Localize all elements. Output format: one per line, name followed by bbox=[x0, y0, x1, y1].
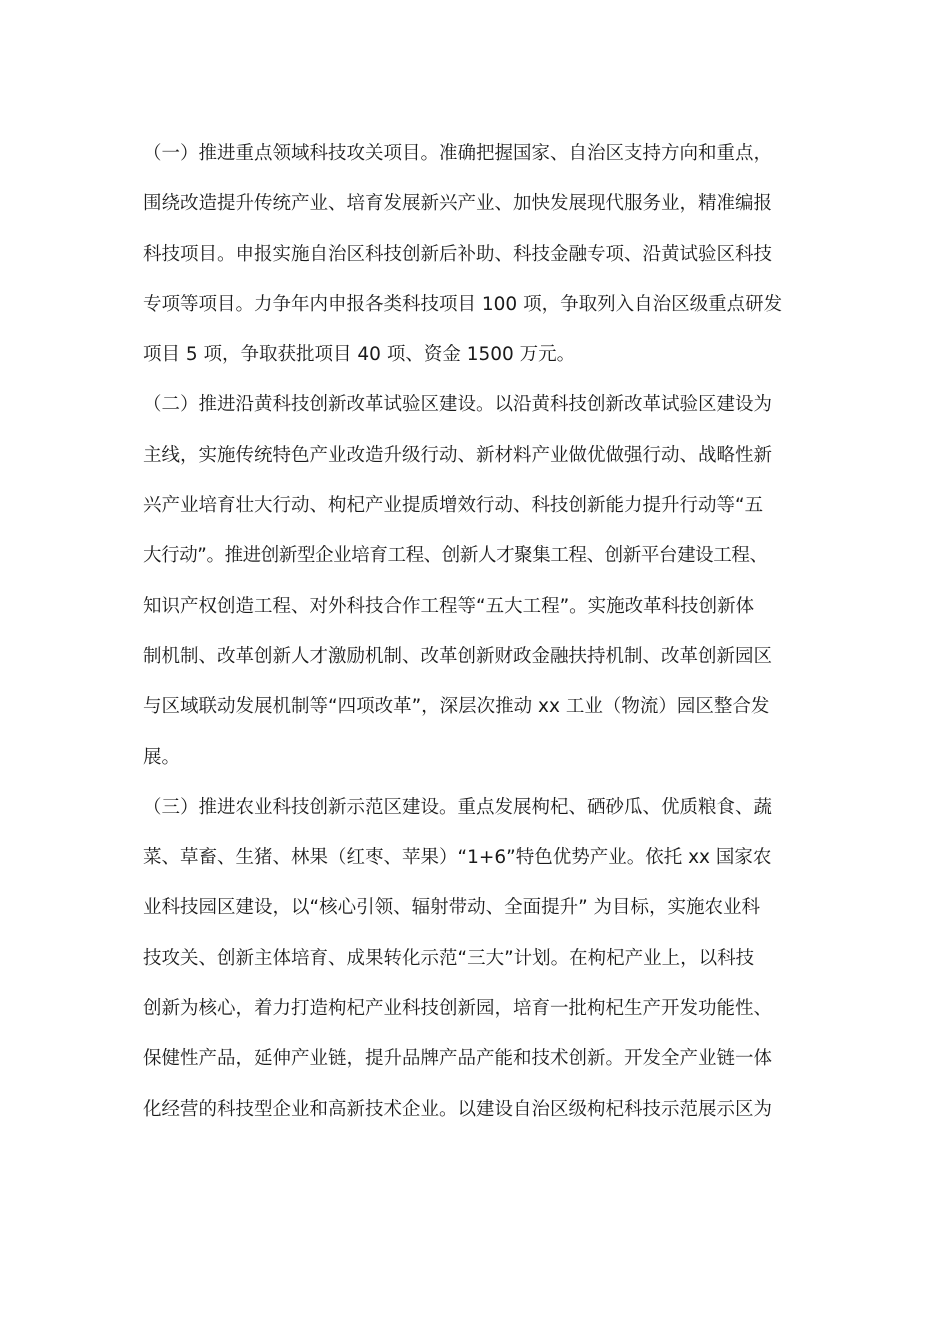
text-line: （二）推进沿黄科技创新改革试验区建设。以沿黄科技创新改革试验区建设为 bbox=[143, 394, 773, 416]
text-line: 项目 5 项，争取获批项目 40 项、资金 1500 万元。 bbox=[143, 344, 576, 366]
text-line: 保健性产品，延伸产业链，提升品牌产品产能和技术创新。开发全产业链一体 bbox=[143, 1048, 773, 1070]
text-line: 化经营的科技型企业和高新技术企业。以建设自治区级枸杞科技示范展示区为 bbox=[143, 1098, 773, 1120]
text-line: 技攻关、创新主体培育、成果转化示范“三大”计划。在枸杞产业上，以科技 bbox=[143, 947, 755, 969]
text-line: 大行动”。推进创新型企业培育工程、创新人才聚集工程、创新平台建设工程、 bbox=[143, 545, 768, 567]
text-line: 制机制、改革创新人才激励机制、改革创新财政金融扶持机制、改革创新园区 bbox=[143, 645, 773, 667]
text-line: 菜、草畜、生猪、林果（红枣、苹果）“1+6”特色优势产业。依托 xx 国家农 bbox=[143, 847, 772, 869]
text-line: 主线，实施传统特色产业改造升级行动、新材料产业做优做强行动、战略性新 bbox=[143, 444, 773, 466]
text-line: 业科技园区建设，以“核心引领、辐射带动、全面提升” 为目标，实施农业科 bbox=[143, 897, 761, 919]
text-line: 与区域联动发展机制等“四项改革”，深层次推动 xx 工业（物流）园区整合发 bbox=[143, 696, 770, 718]
document-body bbox=[143, 129, 807, 1135]
text-line: 展。 bbox=[143, 746, 181, 768]
text-line: 专项等项目。力争年内申报各类科技项目 100 项，争取列入自治区级重点研发 bbox=[143, 293, 783, 315]
text-line: （一）推进重点领域科技攻关项目。准确把握国家、自治区支持方向和重点， bbox=[143, 143, 773, 164]
text-line: 科技项目。申报实施自治区科技创新后补助、科技金融专项、沿黄试验区科技 bbox=[143, 243, 773, 265]
text-line: 兴产业培育壮大行动、枸杞产业提质增效行动、科技创新能力提升行动等“五 bbox=[143, 495, 764, 517]
text-line: 围绕改造提升传统产业、培育发展新兴产业、加快发展现代服务业，精准编报 bbox=[143, 193, 773, 215]
text-line: （三）推进农业科技创新示范区建设。重点发展枸杞、硒砂瓜、优质粮食、蔬 bbox=[143, 796, 773, 818]
text-line: 创新为核心，着力打造枸杞产业科技创新园，培育一批枸杞生产开发功能性、 bbox=[143, 998, 773, 1020]
text-line: 知识产权创造工程、对外科技合作工程等“五大工程”。实施改革科技创新体 bbox=[143, 595, 755, 617]
